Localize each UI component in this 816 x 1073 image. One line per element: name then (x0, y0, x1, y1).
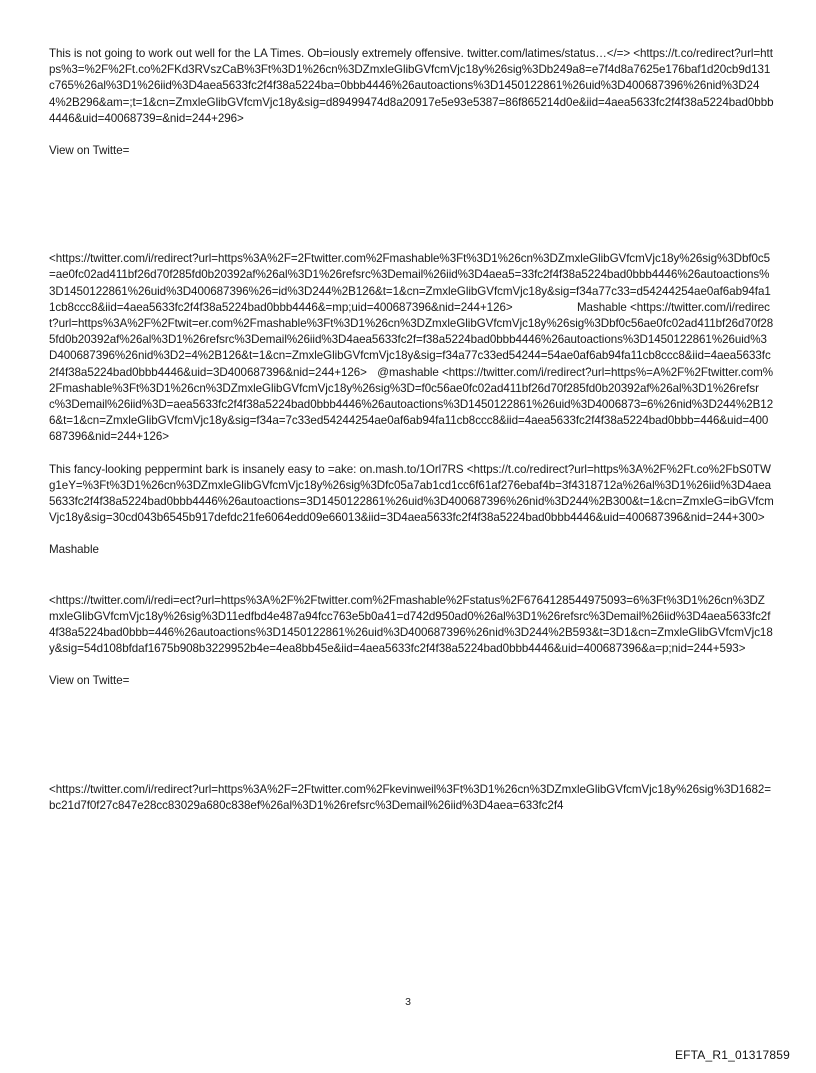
status-redirect-link[interactable]: <https://twitter.com/i/redi=ect?url=https%3A%2F%2Ftwitter.com%2Fmashable%2Fstatus%2F6764128544975093=6%3Ft%3D1%26cn%3DZmxleGlibGVfcmVjc18y%26sig%3D11edfbd4e487a94fcc763e5b0a41=d742d950ad0%26al%3D1%26refsrc%3Demail%26iid%3D4aea5633fc2f4f38a5224bad0bbb=446%26autoactions%3D1450122861%26uid%3D400687396%26nid%3D244%2B593&t=3D1&cn=ZmxleGlibGVfcmVjc18y&sig=54d108bfdaf1675b908b3229952b4e=4ea8bb45e&iid=4aea5633fc2f4f38a5224bad0bbb4446&uid=400687396&a=p;nid=244+593> (49, 593, 773, 656)
redirect-link[interactable]: <https://twitter.com/i/redirect?url=https%=A%2F%2Ftwitter.com%2Fmashable%3Ft%3D1%26cn%3DZmxleGlibGVfcmVjc18y%26sig%3D=f0c56ae0fc02ad411bf26d70f285fd0b20392af%26al%3D1%26refsrc%3Demail%26iid%3D=aea5633fc2f4f38a5224bad0bbb4446%26autoactions%3D1450122861%26uid%3D4006873=6%26nid%3D244%2B126&t=1&cn=ZmxleGlibGVfcmVjc18y&sig=f34a=7c33ed54244254ae0af6ab94fa11cb8ccc8&iid=4aea5633fc2f4f38a5224bad0bbb=446&uid=400687396&nid=244+126> (49, 365, 774, 444)
kevinweil-redirect-link[interactable]: <https://twitter.com/i/redirect?url=https%3A%2F=2Ftwitter.com%2Fkevinweil%3Ft%3D1%26cn%3DZmxleGlibGVfcmVjc18y%26sig%3D1682=bc21d7f0f27c847e28cc83029a680c838ef%26al%3D1%26refsrc%3Demail%26iid%3D4aea=633fc2f4 (49, 782, 771, 812)
tweet-text: This fancy-looking peppermint bark is insanely easy to =ake: on.mash.to/1Orl7RS <https://t.co/redirect?url=https%3A%2F%2Ft.co%2FbS0TWg1eY=%3Ft%3D1%26cn%3DZmxleGlibGVfcmVjc18y%26sig%3Dfc05a7ab1cd1cc6f61af276ebaf4b=3f4318712a%26al%3D1%26iid%3D4aea5633fc2f4f38a5224bad0bbb4446%26autoactions=3D1450122861%26uid%3D400687396%26nid%3D244%2B300&t=1&cn=ZmxleG=ibGVfcmVjc18y&sig=30cd043b6545b917defdc21fe6064edd09e66013&iid=3D4aea5633fc2f4f38a5224bad0bbb4446&uid=400687396&nid=244+300> (49, 462, 774, 525)
mashable-block (49, 251, 774, 445)
view-on-twitter-link[interactable]: View on Twitte= (49, 144, 130, 158)
redirect-link[interactable]: <https://t.co/redirect?url=https%3=%2F%2Ft.co%2FKd3RVszCaB%3Ft%3D1%26cn%3DZmxleGlibGVfcmVjc18y%26sig%3Db249a8=e7f4d8a7625e176baf1d20cb9d131c765%26al%3D1%26iid%3D4aea5633fc2f4f38a5224ba=0bbb4446%26autoactions%3D1450122861%26uid%3D400687396%26nid%3D244%2B296&am=;t=1&cn=ZmxleGlibGVfcmVjc18y&sig=d89499474d8a20917e5e93e5387=86f865214d0e&iid=4aea5633fc2f4f38a5224bad0bbb4446&uid=40068739=&nid=244+296> (49, 47, 774, 125)
page-number: 3 (405, 996, 411, 1008)
redirect-link[interactable]: <https://twitter.com/i/redirect?url=https%3A%2F%2Ftwit=er.com%2Fmashable%3Ft%3D1%26cn%3DZmxleGlibGVfcmVjc18y%26sig%3Dbf0c56ae0fc02ad411bf26d70f285fd0b20392af%26al%3D1%26refsrc%3Demail%26iid%3D4aea5633fc2f=f38a5224bad0bbb4446%26autoactions%3D1450122861%26uid%3D400687396%26nid%3D2=4%2B126&t=1&cn=ZmxleGlibGVfcmVjc18y&sig=f34a77c33ed54244=54ae0af6ab94fa11cb8ccc8&iid=4aea5633fc2f4f38a5224bad0bbb4446&uid=3D400687396&nid=244+126> (49, 300, 774, 379)
mashable-name: Mashable (49, 543, 99, 557)
view-on-twitter-link[interactable]: View on Twitte= (49, 674, 130, 688)
mashable-name: Mashable (576, 300, 627, 314)
redirect-link[interactable]: <https://t.co/redirect?url=https%3A%2F%2Ft.co%2FbS0TWg1eY=%3Ft%3D1%26cn%3DZmxleGlibGVfcmVjc18y%26sig%3Dfc05a7ab1cd1cc6f61af276ebaf4b=3f4318712a%26al%3D1%26iid%3D4aea5633fc2f4f38a5224bad0bbb4446%26autoactions=3D1450122861%26uid%3D400687396%26nid%3D244%2B300&t=1&cn=ZmxleG=ibGVfcmVjc18y&sig=30cd043b6545b917defdc21fe6064edd09e66013&iid=3D4aea5633fc2f4f38a5224bad0bbb4446&uid=400687396&nid=244+300> (49, 462, 774, 525)
redirect-link[interactable]: <https://twitter.com/i/redirect?url=https%3A%2F=2Ftwitter.com%2Fmashable%3Ft%3D1%26cn%3DZmxleGlibGVfcmVjc18y%26sig%3Dbf0c5=ae0fc02ad411bf26d70f285fd0b20392af%26al%3D1%26refsrc%3Demail%26iid%3D4aea5=33fc2f4f38a5224bad0bbb4446%26autoactions%3D1450122861%26uid%3D400687396%26=id%3D244%2B126&t=1&cn=ZmxleGlibGVfcmVjc18y&sig=f34a77c33=d54244254ae0af6ab94fa11cb8ccc8&iid=4aea5633fc2f4f38a5224bad0bbb4446&=mp;uid=400687396&nid=244+126> (49, 252, 771, 314)
mashable-handle: @mashable (377, 365, 439, 379)
document-body (49, 46, 774, 814)
tweet-text: This is not going to work out well for the LA Times. Ob=iously extremely offensive. twitter.com/latimes/status…</=> <https://t.co/redirect?url=https%3=%2F%2Ft.co%2FKd3RVszCaB%3Ft%3D1%26cn%3DZmxleGlibGVfcmVjc18y%26sig%3Db249a8=e7f4d8a7625e176baf1d20cb9d131c765%26al%3D1%26iid%3D4aea5633fc2f4f38a5224ba=0bbb4446%26autoactions%3D1450122861%26uid%3D400687396%26nid%3D244%2B296&am=;t=1&cn=ZmxleGlibGVfcmVjc18y&sig=d89499474d8a20917e5e93e5387=86f865214d0e&iid=4aea5633fc2f4f38a5224bad0bbb4446&uid=40068739=&nid=244+296> (49, 47, 774, 125)
document-id: EFTA_R1_01317859 (674, 1048, 790, 1062)
